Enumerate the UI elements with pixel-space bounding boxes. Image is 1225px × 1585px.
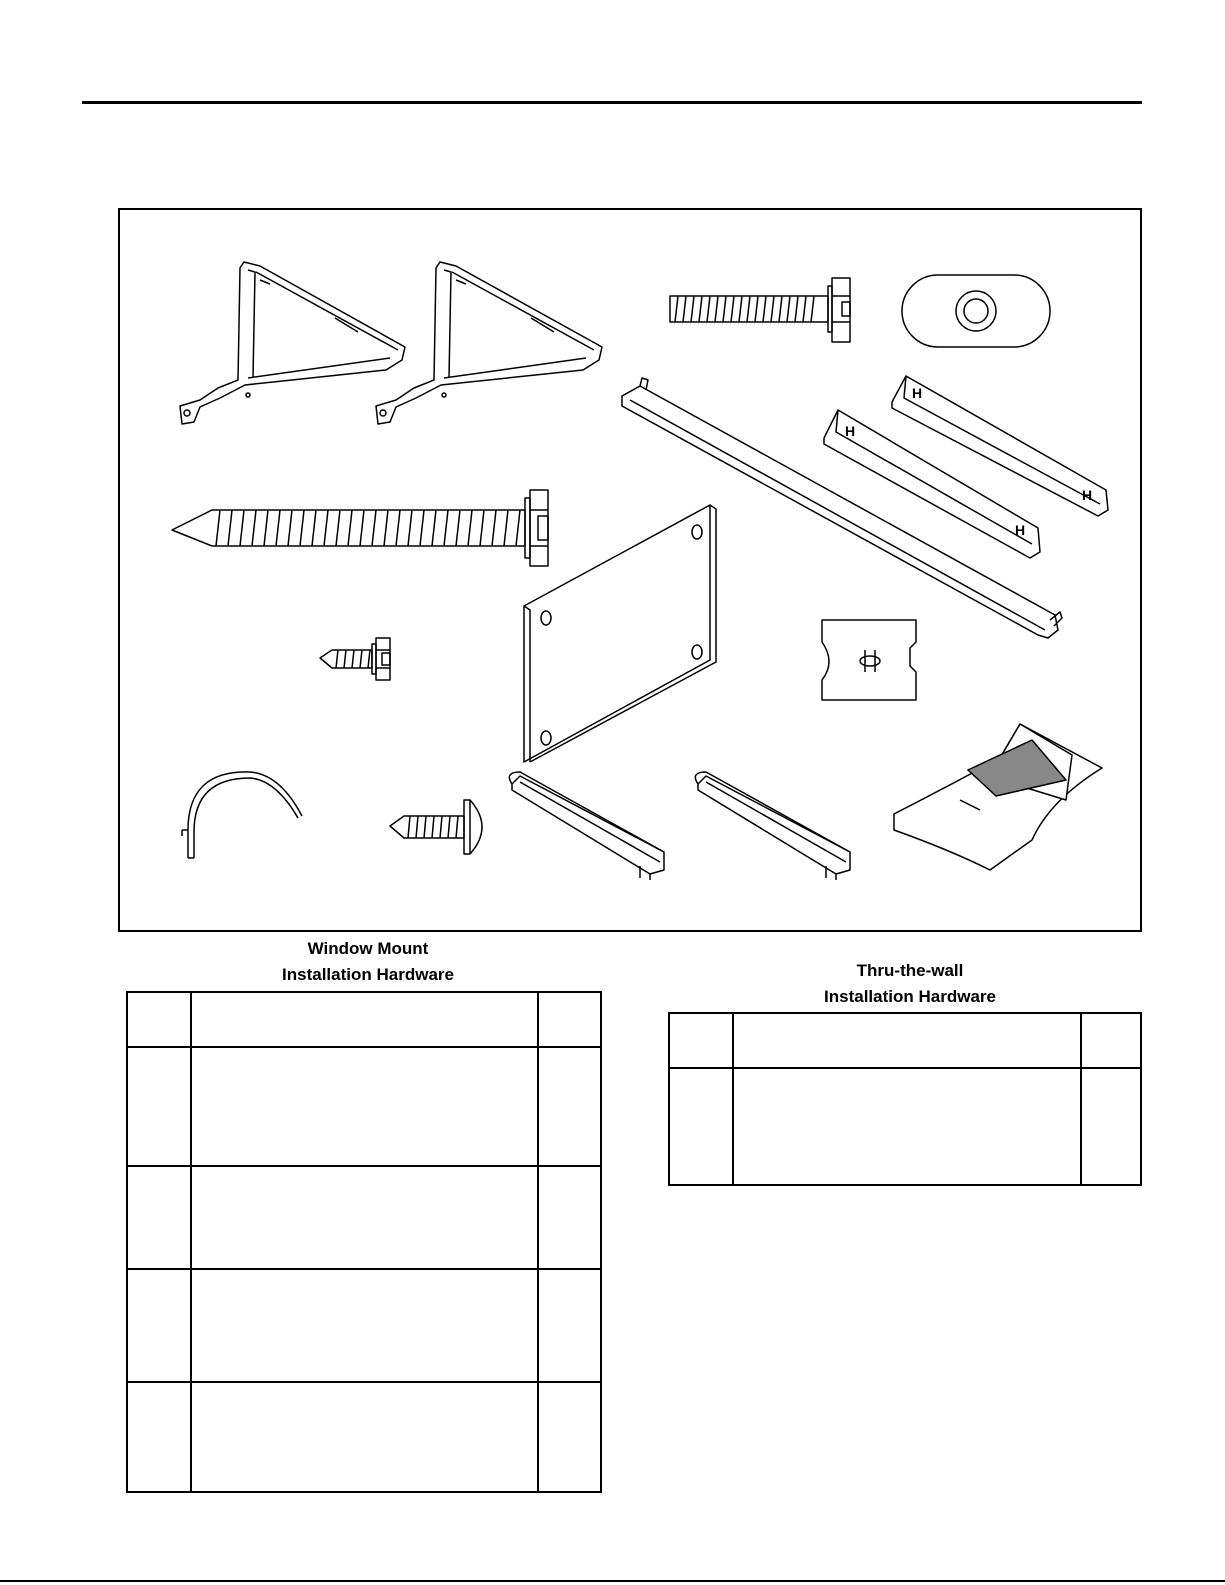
oval-washer-icon — [902, 275, 1050, 347]
window-mount-table — [126, 991, 602, 1493]
spacer-clip-icon — [822, 620, 916, 700]
thru-wall-title — [770, 958, 1050, 1010]
svg-text:H: H — [1082, 487, 1093, 503]
support-bracket-right-icon — [376, 262, 602, 424]
top-rule — [82, 101, 1142, 104]
truss-head-screw-icon — [390, 800, 482, 854]
j-hook-icon — [182, 772, 302, 858]
table-column-divider — [190, 993, 192, 1491]
sill-rail-icon — [622, 378, 1062, 638]
bottom-rule — [0, 1580, 1225, 1582]
window-mount-title-line1: Window Mount — [307, 939, 429, 958]
hardware-illustration — [118, 208, 1142, 932]
table-row-divider — [670, 1067, 1140, 1069]
u-channel-right-icon — [695, 772, 850, 880]
u-channel-left-icon — [509, 772, 664, 880]
thru-wall-table — [668, 1012, 1142, 1186]
table-column-divider — [1080, 1014, 1082, 1184]
short-hex-screw-icon — [320, 638, 390, 680]
support-bracket-left-icon — [180, 262, 405, 424]
svg-text:H: H — [912, 385, 923, 401]
svg-text:H: H — [845, 423, 856, 439]
table-row-divider — [128, 1046, 600, 1048]
table-row-divider — [128, 1381, 600, 1383]
mounting-plate-icon — [524, 505, 716, 762]
thru-wall-title-line2: Installation Hardware — [824, 987, 996, 1006]
side-angle-h-long-icon — [892, 376, 1108, 516]
foam-seal-sheet-icon — [894, 724, 1102, 870]
bracket-bolt-icon — [670, 278, 850, 342]
window-mount-title-line2: Installation Hardware — [282, 965, 454, 984]
table-row-divider — [128, 1165, 600, 1167]
thru-wall-title-line1: Thru-the-wall — [856, 961, 964, 980]
window-mount-title — [228, 936, 508, 988]
table-row-divider — [128, 1268, 600, 1270]
svg-text:H: H — [1015, 522, 1026, 538]
long-lag-screw-icon — [172, 490, 548, 566]
table-column-divider — [537, 993, 539, 1491]
table-column-divider — [732, 1014, 734, 1184]
